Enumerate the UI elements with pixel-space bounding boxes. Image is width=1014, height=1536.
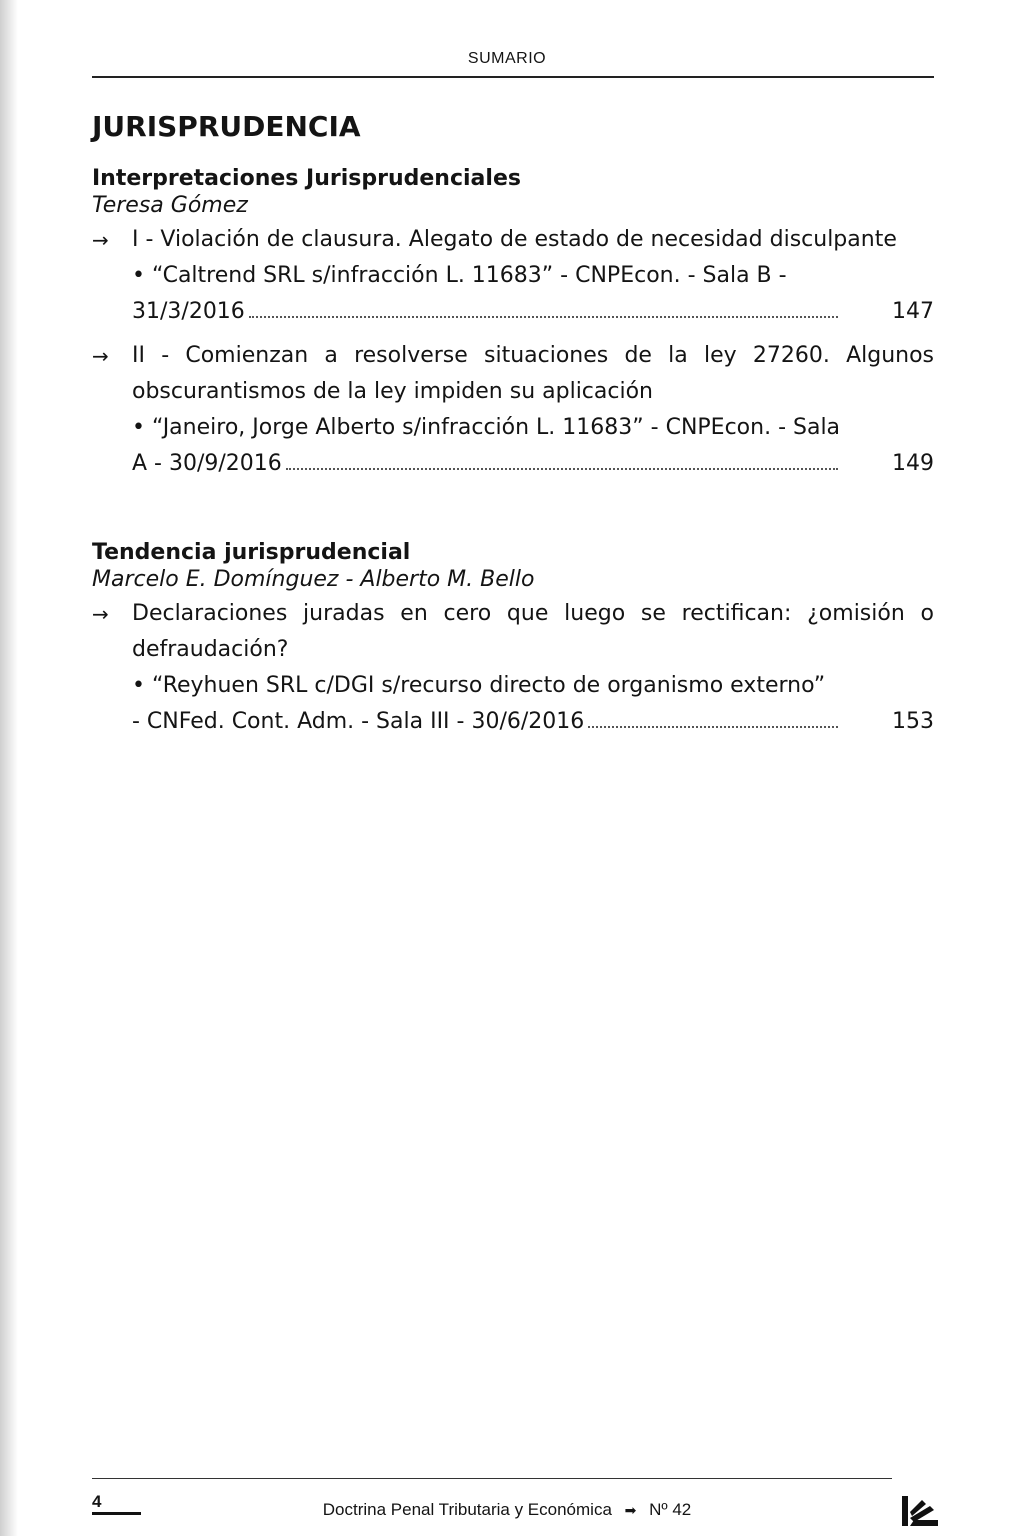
dot-leader xyxy=(588,726,838,728)
journal-title: Doctrina Penal Tributaria y Económica xyxy=(322,1500,612,1519)
toc-entry[interactable] xyxy=(92,222,934,330)
footer-rule xyxy=(92,1478,892,1479)
case-date: 31/3/2016 xyxy=(132,299,245,324)
case-citation xyxy=(132,258,934,330)
toc-entry[interactable] xyxy=(92,338,934,482)
case-line-last xyxy=(132,704,844,740)
toc-entry[interactable] xyxy=(92,596,934,740)
page-number: 147 xyxy=(892,299,934,324)
toc-group-tendencia xyxy=(92,540,934,740)
header-rule xyxy=(92,76,934,78)
group-author: Teresa Gómez xyxy=(92,193,248,218)
case-line-last xyxy=(132,446,844,482)
publisher-logo-icon xyxy=(900,1494,940,1528)
entry-title: Declaraciones juradas en cero que luego se rectifican: ¿omisión o defraudación? xyxy=(132,601,934,662)
entry-title: II - Comienzan a resolverse situaciones de la ley 27260. Algunos obscurantismos de la ley impiden su aplicación xyxy=(132,343,934,404)
running-head: SUMARIO xyxy=(467,50,547,67)
dot-leader xyxy=(286,468,838,470)
case-date: A - 30/9/2016 xyxy=(132,451,282,476)
issue-number: Nº 42 xyxy=(649,1500,692,1519)
toc-group-interpretaciones xyxy=(92,166,934,482)
case-line: • “Reyhuen SRL c/DGI s/recurso directo de organismo externo” xyxy=(132,673,826,698)
page-number: 153 xyxy=(892,709,934,734)
page-number: 149 xyxy=(892,451,934,476)
arrow-right-icon: → xyxy=(92,344,109,368)
arrow-right-icon: → xyxy=(92,228,109,252)
case-citation xyxy=(132,410,934,482)
section-title: JURISPRUDENCIA xyxy=(92,110,361,143)
case-line: • “Janeiro, Jorge Alberto s/infracción L. 11683” - CNPEcon. - Sala xyxy=(132,415,841,440)
case-line: • “Caltrend SRL s/infracción L. 11683” - CNPEcon. - Sala B - xyxy=(132,263,787,288)
footer-journal xyxy=(0,1500,1014,1520)
entry-title: I - Violación de clausura. Alegato de estado de necesidad disculpante xyxy=(132,227,897,252)
case-date: - CNFed. Cont. Adm. - Sala III - 30/6/2016 xyxy=(132,709,585,734)
case-citation xyxy=(132,668,934,740)
arrow-right-icon: ➡ xyxy=(624,1502,637,1518)
group-title: Tendencia jurisprudencial xyxy=(92,540,411,565)
case-line-last xyxy=(132,294,844,330)
group-title: Interpretaciones Jurisprudenciales xyxy=(92,166,521,191)
group-author: Marcelo E. Domínguez - Alberto M. Bello xyxy=(92,567,535,592)
footer-page-number: 4 xyxy=(92,1492,141,1515)
arrow-right-icon: → xyxy=(92,602,109,626)
dot-leader xyxy=(249,316,838,318)
page-edge-shadow xyxy=(0,0,18,1536)
